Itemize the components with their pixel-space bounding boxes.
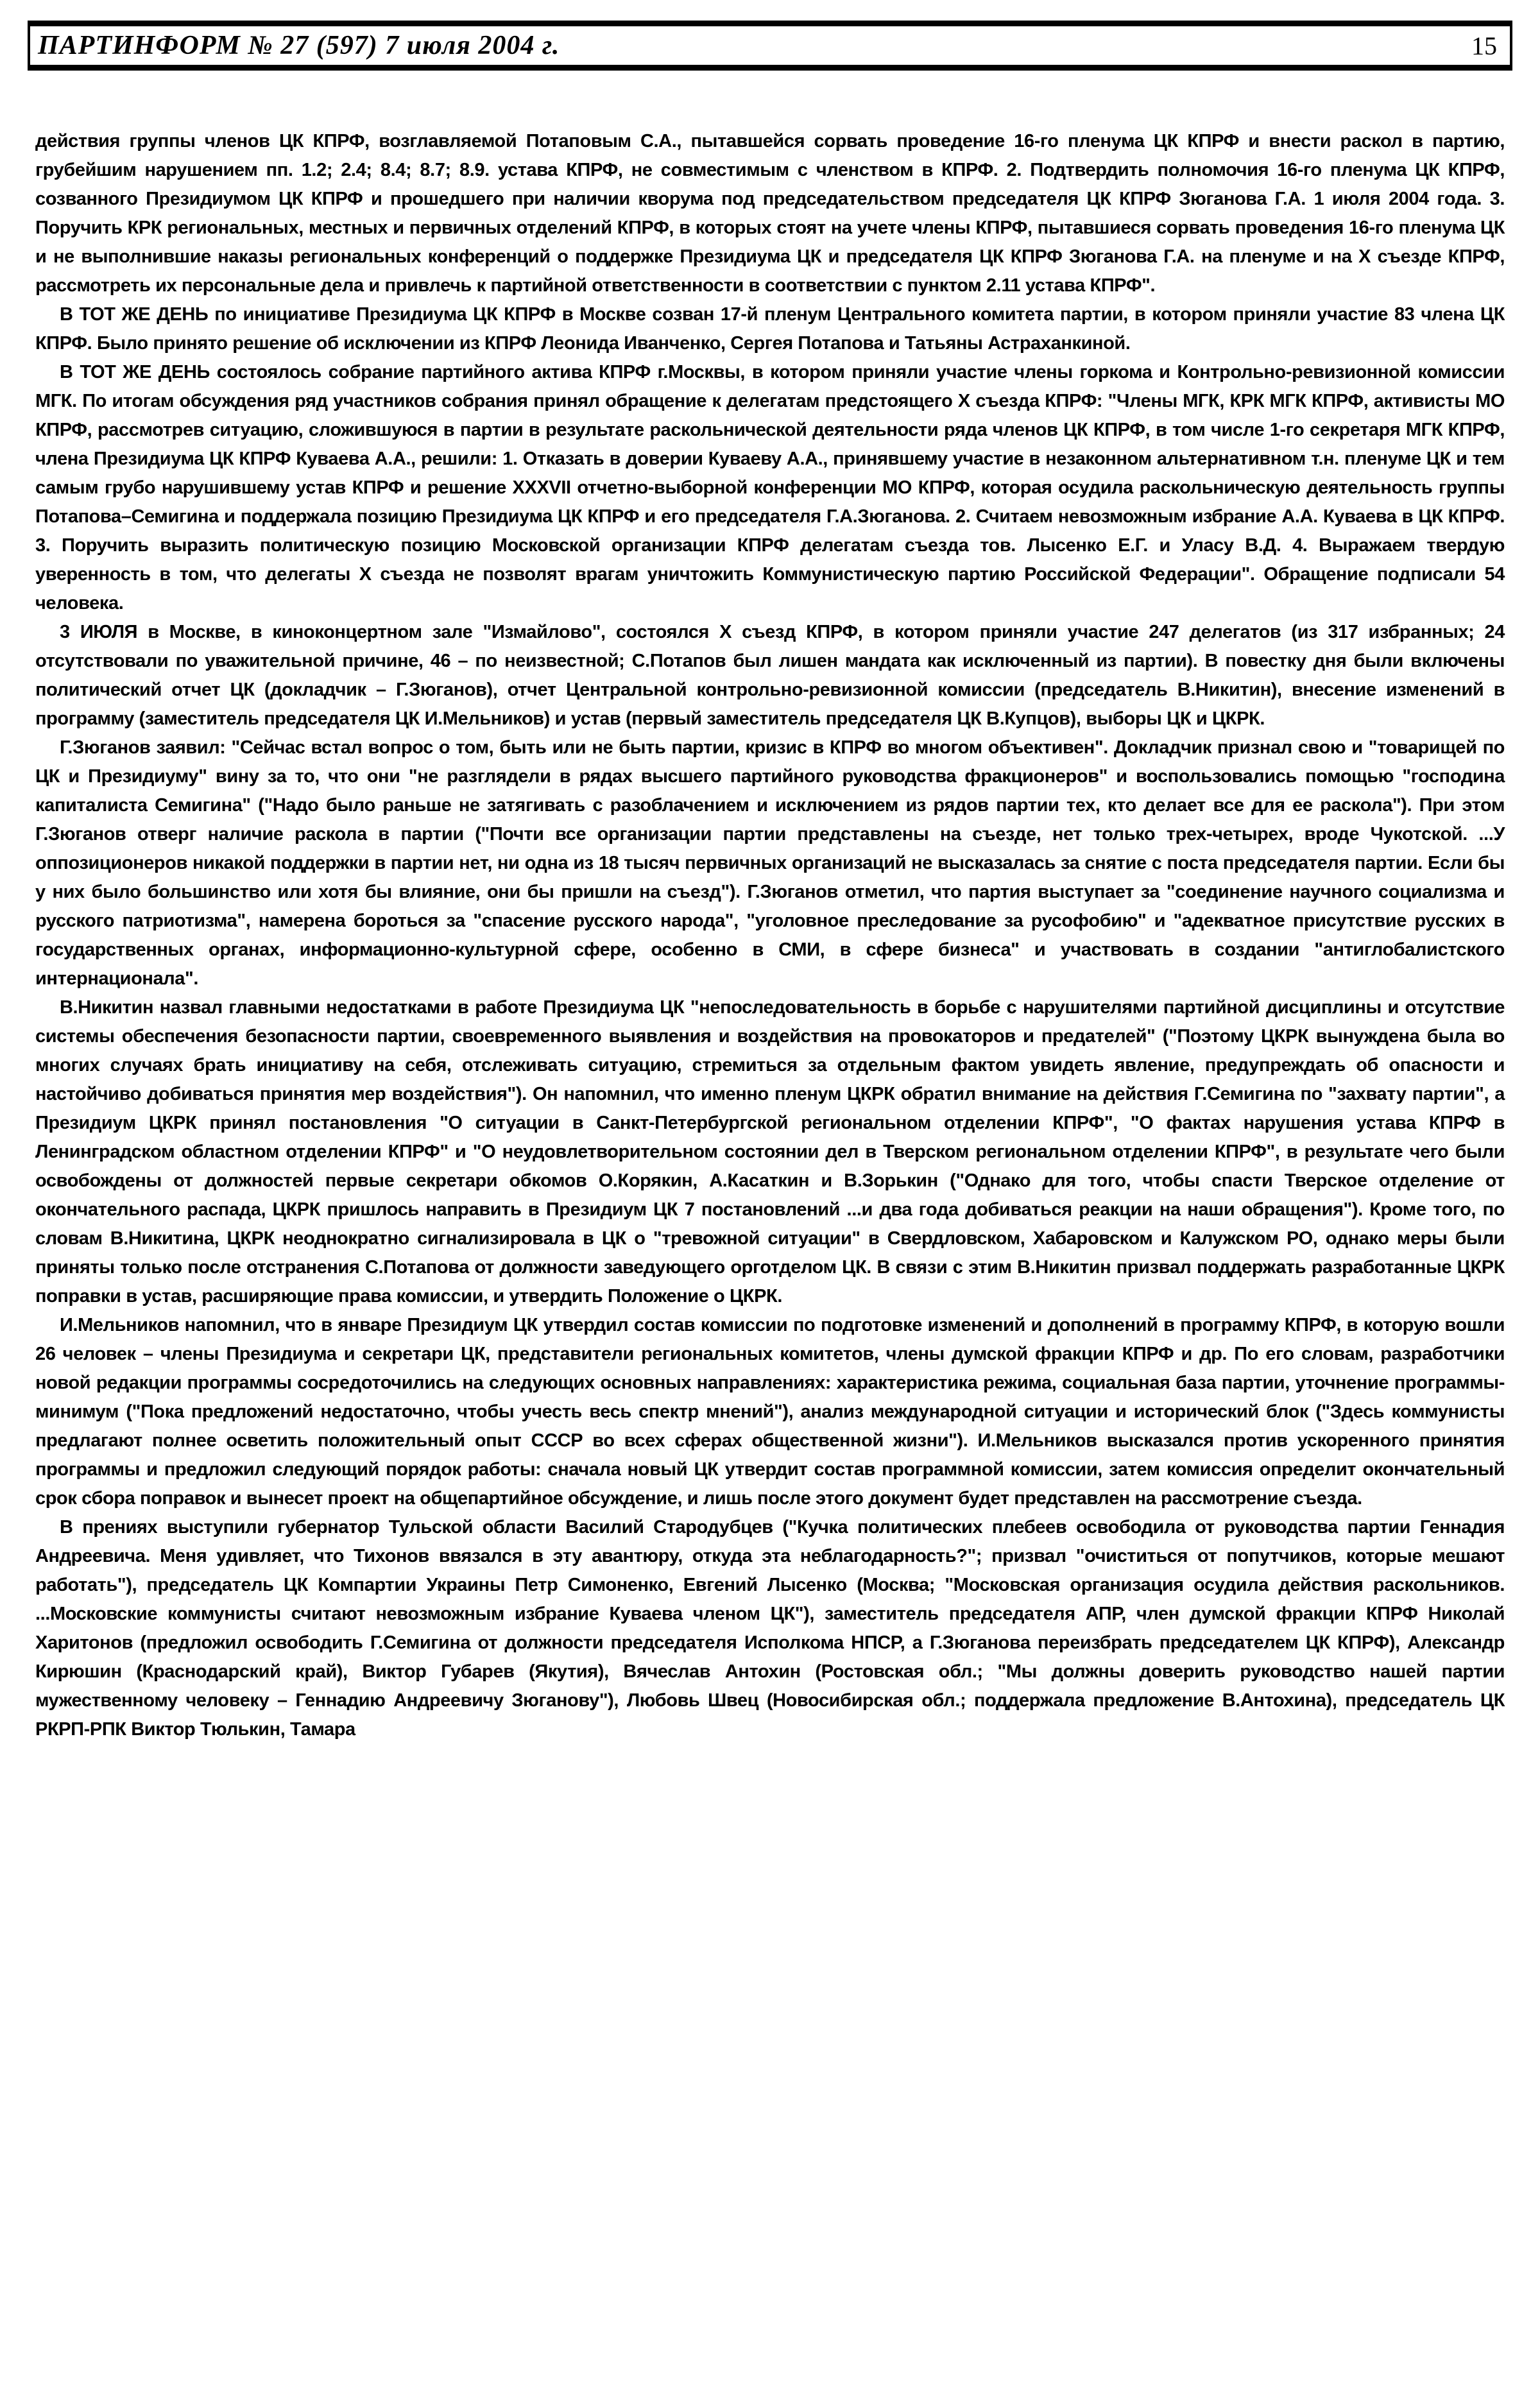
- body-paragraph: Г.Зюганов заявил: "Сейчас встал вопрос о том, быть или не быть партии, кризис в КПРФ во многом объективен". Докладчик признал свою и "товарищей по ЦК и Президиуму" вину за то, что они "не разглядели в рядах высшего партийного руководства фракционеров" и воспользовались помощью "господина капиталиста Семигина" ("Надо было раньше не затягивать с разоблачением и исключением из рядов партии тех, кто делает все для ее раскола"). При этом Г.Зюганов отверг наличие раскола в партии ("Почти все организации партии представлены на съезде, нет только трех-четырех, вроде Чукотской. ...У оппозиционеров никакой поддержки в партии нет, ни одна из 18 тысяч первичных организаций не высказалась за снятие с поста председателя партии. Если бы у них было большинство или хотя бы влияние, они бы пришли на съезд"). Г.Зюганов отметил, что партия выступает за "соединение научного социализма и русского патриотизма", намерена бороться за "спасение русского народа", "уголовное преследование за русофобию" и "адекватное присутствие русских в государственных органах, информационно-культурной сфере, особенно в СМИ, в сфере бизнеса" и участвовать в создании "антиглобалистского интернационала".: [35, 737, 1505, 989]
- page-number: 15: [1471, 31, 1497, 60]
- article-text: [35, 127, 1505, 1744]
- page-header: [28, 21, 1512, 71]
- body-paragraph: В ТОТ ЖЕ ДЕНЬ состоялось собрание партийного актива КПРФ г.Москвы, в котором приняли участие члены горкома и Контрольно-ревизионной комиссии МГК. По итогам обсуждения ряд участников собрания принял обращение к делегатам предстоящего X съезда КПРФ: "Члены МГК, КРК МГК КПРФ, активисты МО КПРФ, рассмотрев ситуацию, сложившуюся в партии в результате раскольнической деятельности ряда членов ЦК КПРФ, в том числе 1-го секретаря МГК КПРФ, члена Президиума ЦК КПРФ Куваева А.А., решили: 1. Отказать в доверии Куваеву А.А., принявшему участие в незаконном альтернативном т.н. пленуме ЦК и тем самым грубо нарушившему устав КПРФ и решение XXXVII отчетно-выборной конференции МО КПРФ, которая осудила раскольническую деятельность группы Потапова–Семигина и поддержала позицию Президиума ЦК КПРФ и его председателя Г.А.Зюганова. 2. Считаем невозможным избрание А.А. Куваева в ЦК КПРФ. 3. Поручить выразить политическую позицию Московской организации КПРФ делегатам съезда тов. Лысенко Е.Г. и Уласу В.Д. 4. Выражаем твердую уверенность в том, что делегаты X съезда не позволят врагам уничтожить Коммунистическую партию Российской Федерации". Обращение подписали 54 человека.: [35, 362, 1505, 613]
- body-paragraph: действия группы членов ЦК КПРФ, возглавляемой Потаповым С.А., пытавшейся сорвать проведение 16-го пленума ЦК КПРФ и внести раскол в партию, грубейшим нарушением пп. 1.2; 2.4; 8.4; 8.7; 8.9. устава КПРФ, не совместимым с членством в КПРФ. 2. Подтвердить полномочия 16-го пленума ЦК КПРФ, созванного Президиумом ЦК КПРФ и прошедшего при наличии кворума под председательством председателя ЦК КПРФ Зюганова Г.А. 1 июля 2004 года. 3. Поручить КРК региональных, местных и первичных отделений КПРФ, в которых стоят на учете члены КПРФ, пытавшиеся сорвать проведения 16-го пленума ЦК и не выполнившие наказы региональных конференций о поддержке Президиума ЦК и председателя ЦК КПРФ Зюганова Г.А. на пленуме и на X съезде КПРФ, рассмотреть их персональные дела и привлечь к партийной ответственности в соответствии с пунктом 2.11 устава КПРФ".: [35, 131, 1505, 296]
- body-paragraph: В.Никитин назвал главными недостатками в работе Президиума ЦК "непоследовательность в борьбе с нарушителями партийной дисциплины и отсутствие системы обеспечения безопасности партии, своевременного выявления и воздействия на провокаторов и предателей" ("Поэтому ЦКРК вынуждена была во многих случаях брать инициативу на себя, отслеживать ситуацию, стремиться за отдельным фактом увидеть явление, предупреждать об опасности и настойчиво добиваться принятия мер воздействия"). Он напомнил, что именно пленум ЦКРК обратил внимание на действия Г.Семигина по "захвату партии", а Президиум ЦКРК принял постановления "О ситуации в Санкт-Петербургской региональном отделении КПРФ", "О фактах нарушения устава КПРФ в Ленинградском областном отделении КПРФ" и "О неудовлетворительном состоянии дел в Тверском региональном отделении КПРФ", в результате чего были освобождены от должностей первые секретари обкомов О.Корякин, А.Касаткин и В.Зорькин ("Однако для того, чтобы спасти Тверское отделение от окончательного распада, ЦКРК пришлось направить в Президиум ЦК 7 постановлений ...и два года добиваться реакции на наши обращения"). Кроме того, по словам В.Никитина, ЦКРК неоднократно сигнализировала в ЦК о "тревожной ситуации" в Свердловском, Хабаровском и Калужском РО, однако меры были приняты только после отстранения С.Потапова от должности заведующего орготделом ЦК. В связи с этим В.Никитин призвал поддержать разработанные ЦКРК поправки в устав, расширяющие права комиссии, и утвердить Положение о ЦКРК.: [35, 997, 1505, 1307]
- body-paragraph: В прениях выступили губернатор Тульской области Василий Стародубцев ("Кучка политических плебеев освободила от руководства партии Геннадия Андреевича. Меня удивляет, что Тихонов ввязался в эту авантюру, откуда эта неблагодарность?"; призвал "очиститься от попутчиков, которые мешают работать"), председатель ЦК Компартии Украины Петр Симоненко, Евгений Лысенко (Москва; "Московская организация осудила действия раскольников. ...Московские коммунисты считают невозможным избрание Куваева членом ЦК"), заместитель председателя АПР, член думской фракции КПРФ Николай Харитонов (предложил освободить Г.Семигина от должности председателя Исполкома НПСР, а Г.Зюганова переизбрать председателем ЦК КПРФ), Александр Кирюшин (Краснодарский край), Виктор Губарев (Якутия), Вячеслав Антохин (Ростовская обл.; "Мы должны доверить руководство нашей партии мужественному человеку – Геннадию Андреевичу Зюганову"), Любовь Швец (Новосибирская обл.; поддержала предложение В.Антохина), председатель ЦК РКРП-РПК Виктор Тюлькин, Тамара: [35, 1517, 1505, 1740]
- body-paragraph: И.Мельников напомнил, что в январе Президиум ЦК утвердил состав комиссии по подготовке изменений и дополнений в программу КПРФ, в которую вошли 26 человек – члены Президиума и секретари ЦК, представители региональных комитетов, члены думской фракции КПРФ и др. По его словам, разработчики новой редакции программы сосредоточились на следующих основных направлениях: характеристика режима, социальная база партии, уточнение программы-минимум ("Пока предложений недостаточно, чтобы учесть весь спектр мнений"), анализ международной ситуации и исторический блок ("Здесь коммунисты предлагают полнее осветить положительный опыт СССР во всех сферах общественной жизни"). И.Мельников высказался против ускоренного принятия программы и предложил следующий порядок работы: сначала новый ЦК утвердит состав программной комиссии, затем комиссия определит окончательный срок сбора поправок и вынесет проект на общепартийное обсуждение, и лишь после этого документ будет представлен на рассмотрение съезда.: [35, 1315, 1505, 1509]
- newsletter-title: ПАРТИНФОРМ № 27 (597) 7 июля 2004 г.: [38, 31, 560, 60]
- body-paragraph: В ТОТ ЖЕ ДЕНЬ по инициативе Президиума ЦК КПРФ в Москве созван 17-й пленум Центрального комитета партии, в котором приняли участие 83 члена ЦК КПРФ. Было принято решение об исключении из КПРФ Леонида Иванченко, Сергея Потапова и Татьяны Астраханкиной.: [35, 304, 1505, 354]
- body-paragraph: 3 ИЮЛЯ в Москве, в киноконцертном зале "Измайлово", состоялся X съезд КПРФ, в котором приняли участие 247 делегатов (из 317 избранных; 24 отсутствовали по уважительной причине, 46 – по неизвестной; С.Потапов был лишен мандата как исключенный из партии). В повестку дня были включены политический отчет ЦК (докладчик – Г.Зюганов), отчет Центральной контрольно-ревизионной комиссии (председатель В.Никитин), внесение изменений в программу (заместитель председателя ЦК И.Мельников) и устав (первый заместитель председателя ЦК В.Купцов), выборы ЦК и ЦКРК.: [35, 622, 1505, 729]
